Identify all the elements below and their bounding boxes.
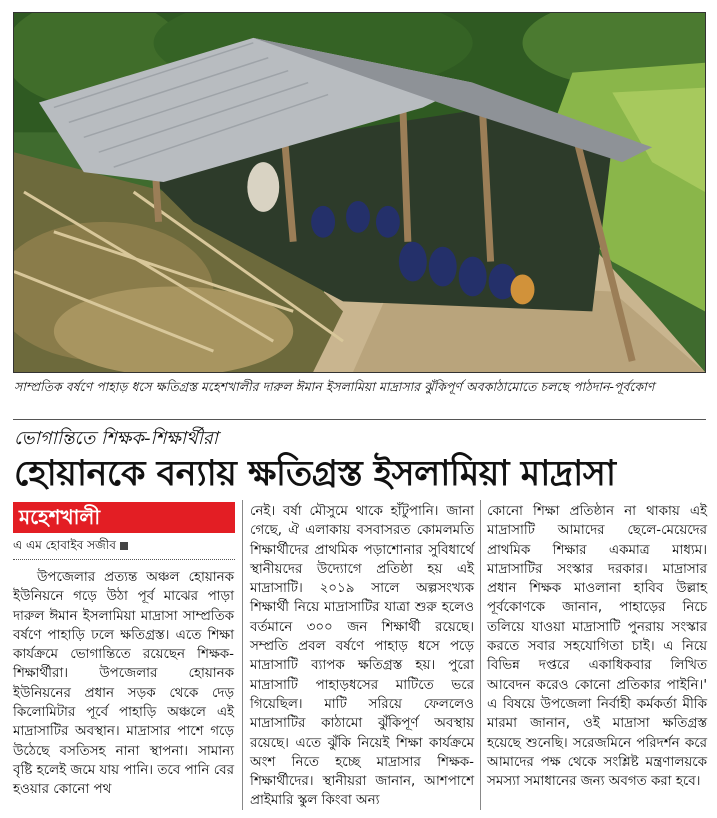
madrasa-shed-illustration [14,13,705,372]
author-name: এ এম হোবাইব সজীব [13,538,116,552]
body-column-2: নেই। বর্ষা মৌসুমে থাকে হাঁটুপানি। জানা গেছে, ঐ এলাকায় বসবাসরত কোমলমতি শিক্ষার্থীদের প্রাথমিক পড়াশোনার সুবিধার্থে স্থানীয়দের উদ্যোগে প্রতিষ্ঠা হয় এই মাদ্রাসাটি। ২০১৯ সালে অল্পসংখ্যক শিক্ষার্থী নিয়ে মাদ্রাসাটির যাত্রা শুরু হলেও বর্তমানে ৩০০ জন শিক্ষার্থী রয়েছে। সম্প্রতি প্রবল বর্ষণে পাহাড় ধসে পড়ে মাদ্রাসাটি ব্যাপক ক্ষতিগ্রস্ত হয়। পুরো মাদ্রাসাটি পাহাড়ধসের মাটিতে ভরে গিয়েছিল। মাটি সরিয়ে ফেললেও মাদ্রাসাটির কাঠামো ঝুঁকিপূর্ণ অবস্থায় রয়েছে। এতে ঝুঁকি নিয়েই শিক্ষা কার্যক্রমে অংশ নিতে হচ্ছে মাদ্রাসার শিক্ষক-শিক্ষার্থীদের। স্থানীয়রা জানান, আশপাশে প্রাইমারি স্কুল কিংবা অন্য [250,504,474,809]
location-label: মহেশখালী [13,502,235,533]
shoulder-headline: ভোগান্তিতে শিক্ষক-শিক্ষার্থীরা [14,428,218,449]
body-column-3: কোনো শিক্ষা প্রতিষ্ঠান না থাকায় এই মাদ্রাসাটি আমাদের ছেলে-মেয়েদের প্রাথমিক শিক্ষার একমাত্র মাধ্যম। মাদ্রাসাটির সংস্কার দরকার। মাদ্রাসার প্রধান শিক্ষক মাওলানা হাবিব উল্লাহ পূর্বকোণকে জানান, পাহাড়ের নিচে তলিয়ে যাওয়া মাদ্রাসাটি পুনরায় সংস্কার করতে সবার সহযোগিতা চাই। এ নিয়ে বিভিন্ন দপ্তরে একাধিকবার লিখিত আবেদন করেও কোনো প্রতিকার পাইনি।' এ বিষয়ে উপজেলা নির্বাহী কর্মকর্তা মীকি মারমা জানান, ওই মাদ্রাসা ক্ষতিগ্রস্ত হয়েছে শুনেছি। সরেজমিনে পরিদর্শন করে আমাদের পক্ষ থেকে সংশ্লিষ্ট মন্ত্রণালয়কে সমস্যা সমাধানের জন্য অবগত করা হবে। [487,504,707,790]
column-divider-1 [242,500,243,810]
main-headline: হোয়ানকে বন্যায় ক্ষতিগ্রস্ত ইসলামিয়া মাদ্রাসা [14,454,616,494]
square-bullet-icon [120,542,128,550]
photo-caption: সাম্প্রতিক বর্ষণে পাহাড় ধসে ক্ষতিগ্রস্ত মহেশখালীর দারুল ঈমান ইসলামিয়া মাদ্রাসার ঝুঁকিপূর্ণ অবকাঠামোতে চলছে পাঠদান-পূর্বকোণ [14,379,655,394]
body-column-1: উপজেলার প্রত্যন্ত অঞ্চল হোয়ানক ইউনিয়নে গড়ে উঠা পূর্ব মাঝের পাড়া দারুল ঈমান ইসলামিয়া মাদ্রাসা সাম্প্রতিক বর্ষণে পাহাড়ি ঢলে ক্ষতিগ্রস্ত। এতে শিক্ষা কার্যক্রমে ভোগান্তিতে রয়েছেন শিক্ষক-শিক্ষার্থীরা। উপজেলার হোয়ানক ইউনিয়নের প্রধান সড়ক থেকে দেড় কিলোমিটার পূর্বে পাহাড়ি অঞ্চলে এই মাদ্রাসাটির অবস্থান। মাদ্রাসার পাশে গড়ে উঠেছে বসতিসহ নানা স্থাপনা। সামান্য বৃষ্টি হলেই জমে যায় পানি। তবে পানি বের হওয়ার কোনো পথ [13,570,234,798]
column-divider-2 [480,500,481,810]
caption-divider [13,419,706,420]
byline-divider [13,559,235,560]
news-photo [13,12,706,373]
byline [13,537,128,557]
